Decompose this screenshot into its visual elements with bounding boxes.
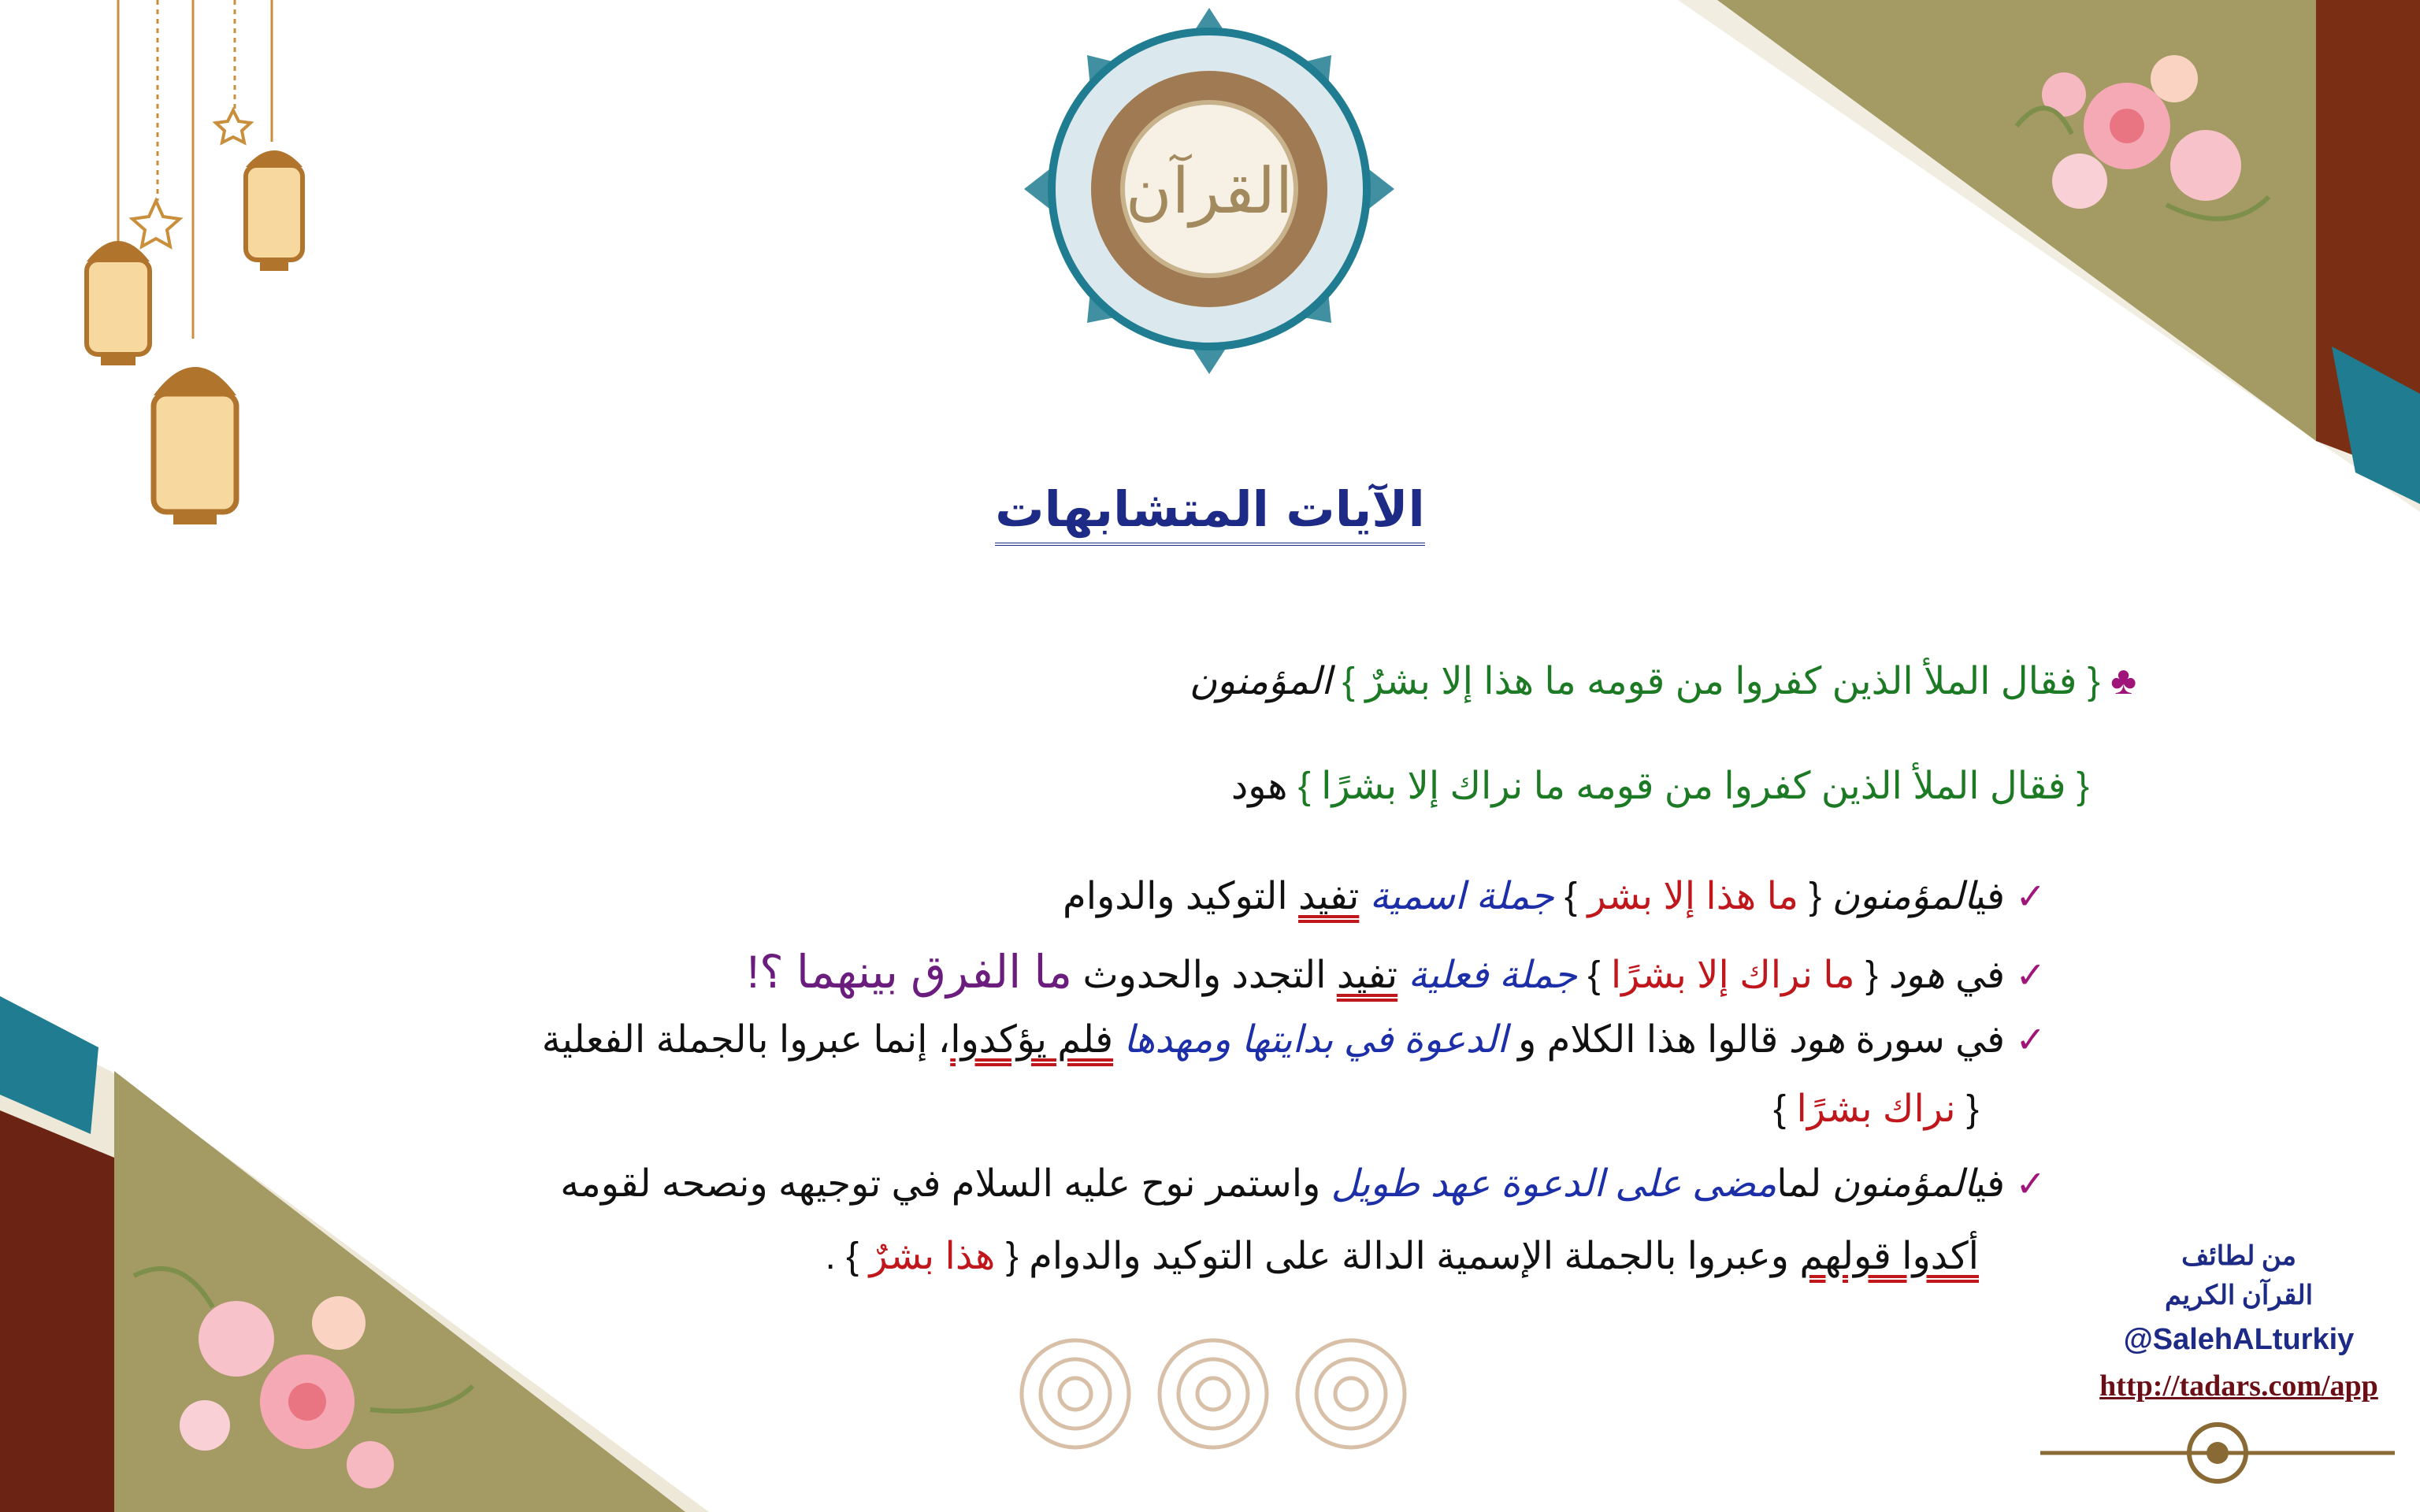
point-prefix: في [1955, 954, 2006, 996]
svg-text:القرآن: القرآن [1125, 154, 1294, 228]
emphasis-underlined: أكدوا قولهم [1799, 1236, 1979, 1277]
surah-name: هود [1888, 954, 1945, 996]
quote-open-brace: { [1965, 1088, 1979, 1130]
point-1 [1063, 874, 2046, 918]
verse-line-2 [1231, 764, 2089, 808]
quote-close-brace: } . [825, 1236, 859, 1277]
point-rest: التوكيد والدوام [1063, 876, 1288, 917]
promo-link[interactable]: http://tadars.com/app [2099, 1369, 2378, 1403]
surah-name: المؤمنون [1832, 1163, 1976, 1205]
star-icon [132, 110, 251, 246]
surah-name: هود [1788, 1019, 1846, 1061]
promo-line-1: من لطائف [2181, 1242, 2296, 1271]
verse-close-brace: } [1297, 765, 1311, 807]
verse-open-brace: { [2087, 661, 2100, 702]
quote-open-brace: { [1005, 1236, 1019, 1277]
point-phrase: الدعوة في بدايتها ومهدها [1123, 1019, 1508, 1061]
question-text: ما الفرق بينهما ؟! [746, 947, 1073, 998]
point-part2: واستمر نوح عليه السلام في توجيهه ونصحه لقومه [560, 1163, 1321, 1205]
quote-open-brace: { [1865, 954, 1878, 996]
promo-handle: @SalehALturkiy [2123, 1323, 2355, 1356]
verse-text: فقال الملأ الذين كفروا من قومه ما نراك إلا بشرًا [1321, 765, 2066, 807]
verb-underlined: تفيد [1298, 876, 1360, 917]
quote-close-brace: } [1564, 876, 1577, 917]
quote-open-brace: { [1809, 876, 1822, 917]
quote-close-brace: } [1773, 1088, 1787, 1130]
club-bullet-icon: ♣ [2110, 658, 2136, 702]
verse-text: فقال الملأ الذين كفروا من قومه ما هذا إلا بشرٌ [1365, 661, 2077, 702]
mandala-ornament-icon [1022, 1340, 1405, 1447]
page-title: الآيات المتشابهات [0, 480, 2420, 538]
point-3-continuation [1773, 1087, 1979, 1131]
point-3 [542, 1017, 2046, 1062]
surah-name: هود [1230, 765, 1288, 807]
verse-close-brace: } [1342, 661, 1355, 702]
point-4 [560, 1162, 2046, 1206]
point-part1: في سورة [1855, 1019, 2006, 1061]
point-2 [747, 945, 2046, 999]
promo-line-2: القرآن الكريم [2164, 1281, 2314, 1310]
quote-text: نراك بشرًا [1796, 1088, 1956, 1130]
verse-open-brace: { [2076, 765, 2089, 807]
point-prefix: في [1975, 876, 2006, 917]
check-icon: ✓ [2015, 1163, 2046, 1204]
divider-ornament-icon [2040, 1425, 2395, 1481]
check-icon: ✓ [2015, 954, 2046, 995]
point-prefix: في [1975, 1163, 2006, 1205]
quote-text: ما نراك إلا بشرًا [1610, 954, 1855, 996]
negation-underlined: فلم يؤكدوا [950, 1019, 1114, 1061]
point-part3: ، إنما عبروا بالجملة الفعلية [541, 1019, 951, 1061]
lantern-icon [87, 241, 150, 365]
verb-underlined: تفيد [1336, 954, 1398, 996]
check-icon: ✓ [2015, 876, 2046, 917]
quote-text: ما هذا إلا بشر [1587, 876, 1798, 917]
point-phrase: مضى على الدعوة عهد طويل [1331, 1163, 1777, 1205]
point-part2: قالوا هذا الكلام و [1518, 1019, 1779, 1061]
surah-name: المؤمنون [1189, 661, 1332, 702]
point-4-continuation [825, 1234, 1979, 1278]
quote-text: هذا بشرٌ [869, 1236, 996, 1277]
point-part1: لما [1776, 1163, 1822, 1205]
check-icon: ✓ [2015, 1019, 2046, 1060]
sentence-type: جملة اسمية [1369, 876, 1554, 917]
point-rest: التجدد والحدوث [1082, 954, 1327, 996]
corner-band-brown-bl [0, 1110, 114, 1512]
quran-logo-icon [1024, 8, 1394, 374]
sentence-type: جملة فعلية [1408, 954, 1578, 996]
surah-name: المؤمنون [1832, 876, 1976, 917]
lantern-icon [246, 150, 302, 271]
verse-line-1 [1190, 658, 2136, 703]
point-line2: وعبروا بالجملة الإسمية الدالة على التوكيد والدوام [1029, 1236, 1789, 1277]
quote-close-brace: } [1587, 954, 1601, 996]
